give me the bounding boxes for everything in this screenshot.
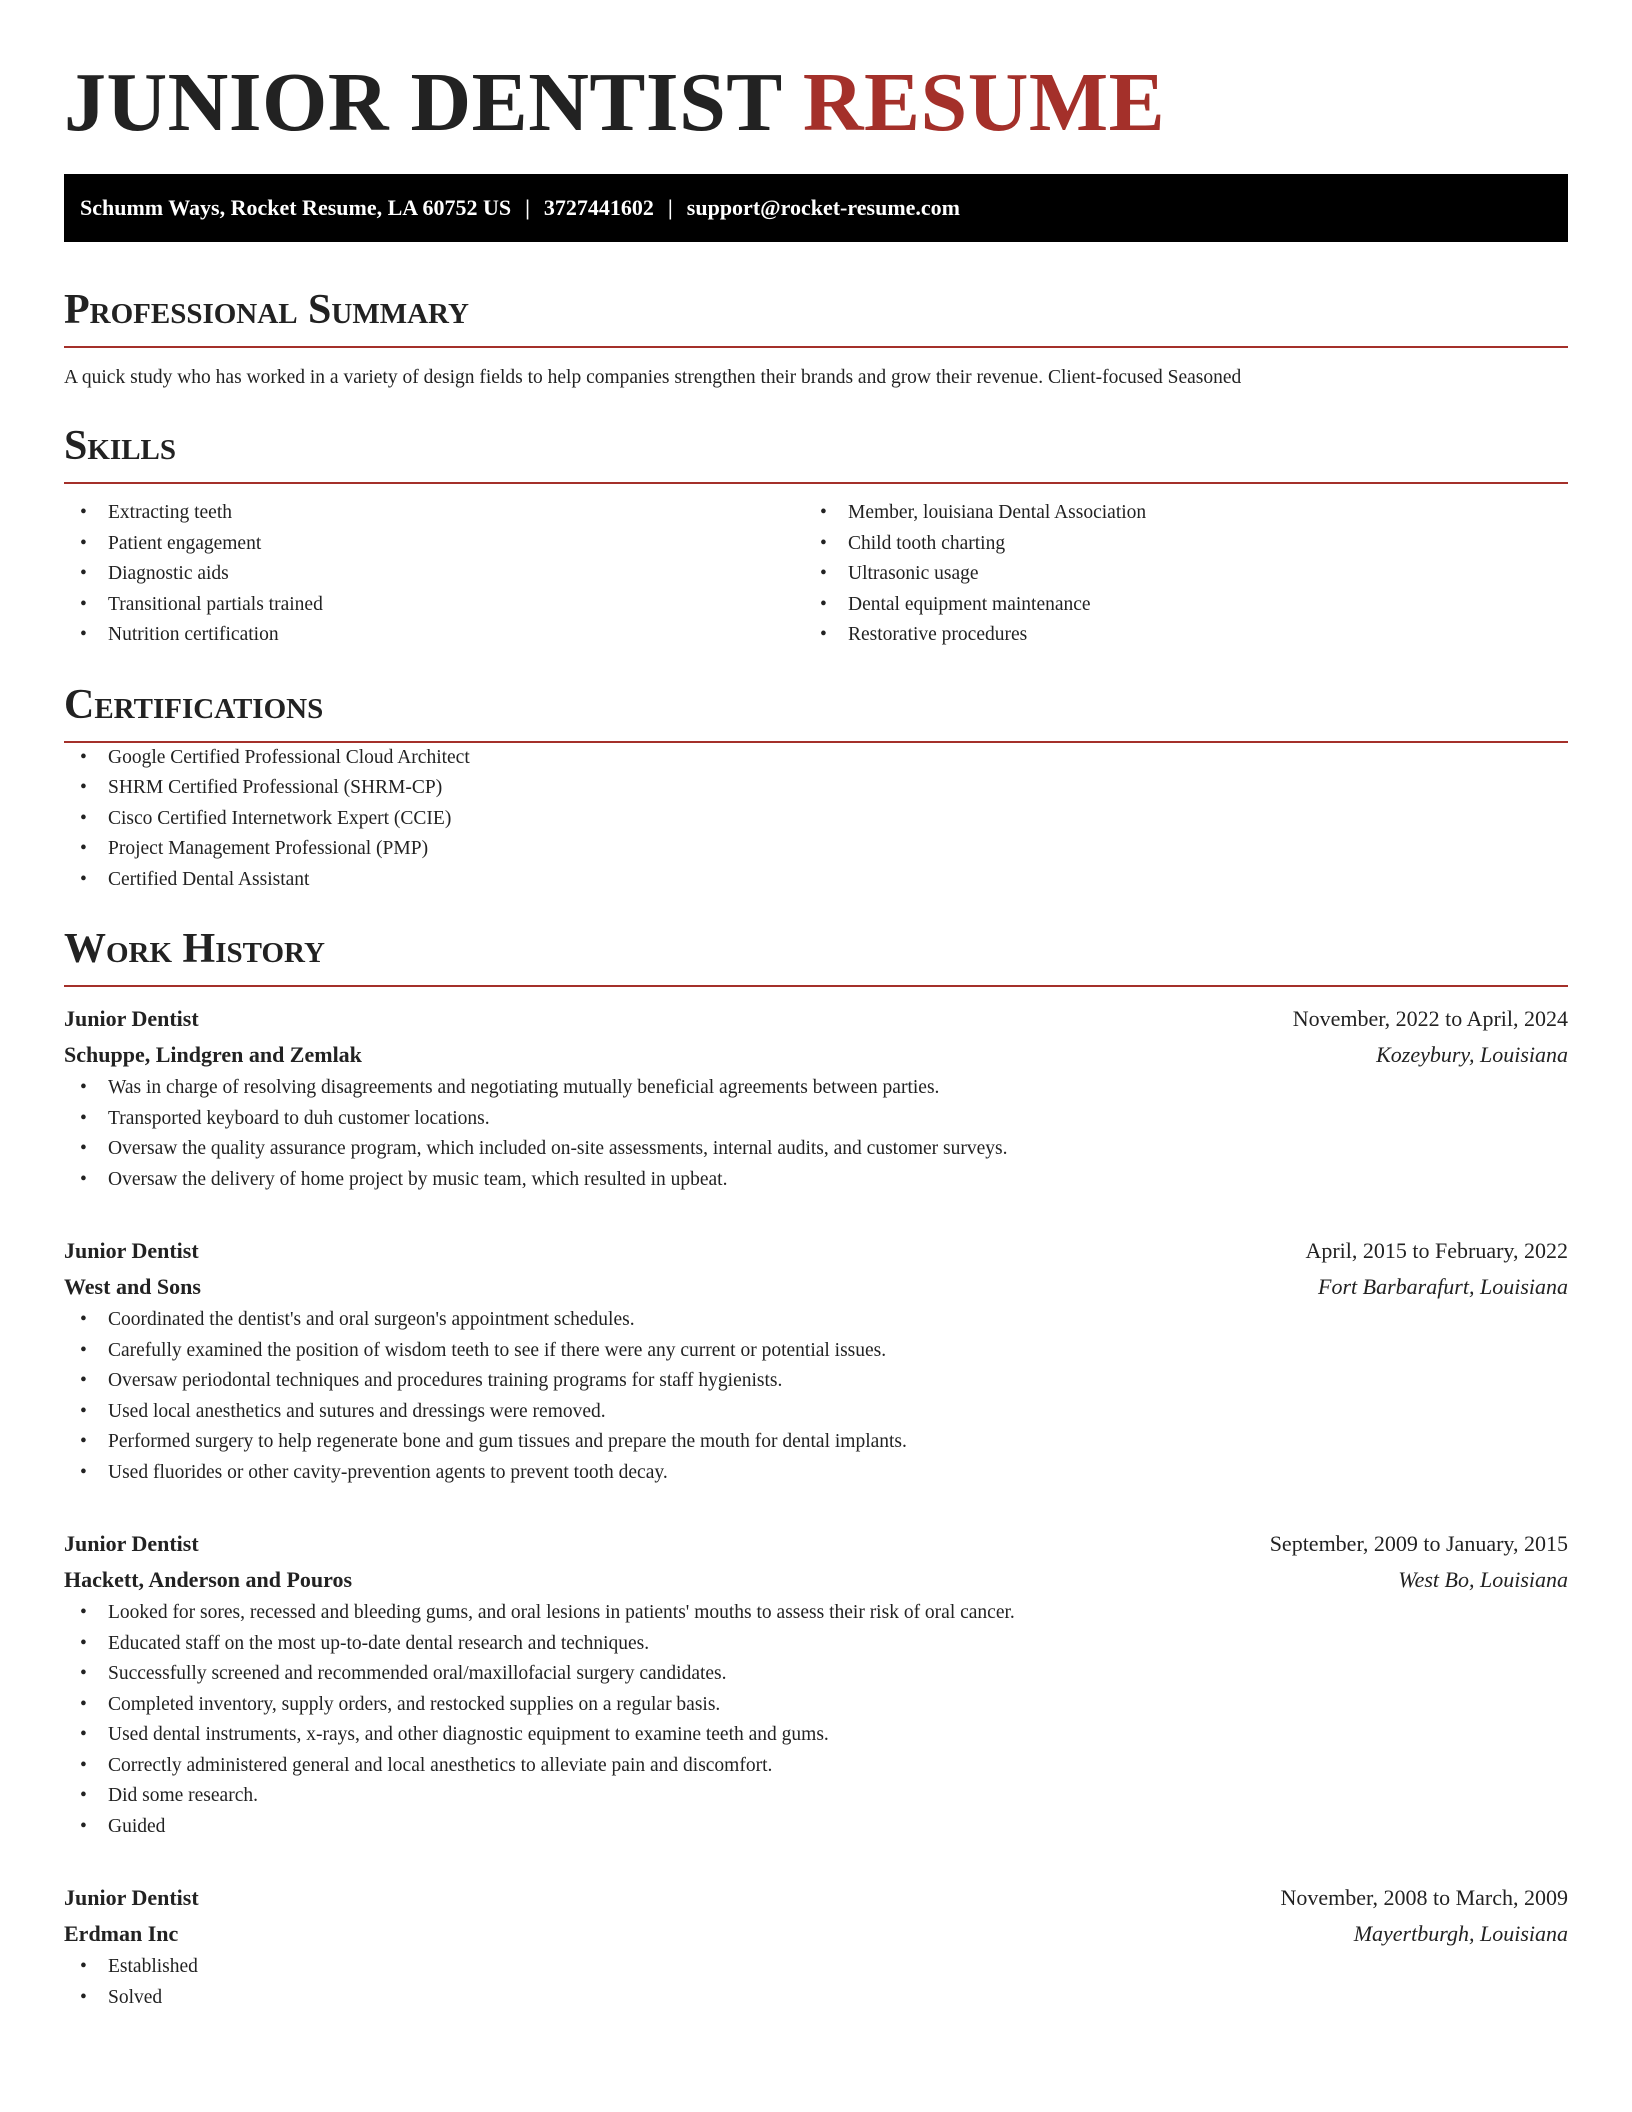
bullet-icon: • [80,1077,87,1098]
bullet-icon: • [80,1693,87,1715]
job-bullet [64,1366,1568,1397]
bullet-icon: • [80,1461,87,1483]
job-title-row [64,1001,1568,1037]
job-dates: November, 2022 to April, 2024 [1292,1006,1568,1031]
job-bullet [64,1427,1568,1458]
summary-heading: Professional Summary [64,284,1568,348]
bullet-icon: • [820,502,827,523]
certification-item-text: Certified Dental Assistant [108,868,310,890]
bullet-icon: • [80,1339,87,1361]
bullet-icon: • [80,1815,87,1837]
skills-left-column [64,498,804,651]
skill-item [64,559,804,590]
certifications-section [64,679,1568,896]
summary-text: A quick study who has worked in a variety of design fields to help companies strengthen their brands and grow their revenue. Client-focused Seasoned [64,367,1242,388]
skill-item-text: Restorative procedures [848,624,1028,645]
job-bullet-text: Oversaw periodontal techniques and procedures training programs for staff hygienists. [108,1370,783,1391]
skill-item-text: Member, louisiana Dental Association [848,502,1147,523]
job-title: Junior Dentist [64,1531,199,1556]
job-location: Kozeybury, Louisiana [1376,1042,1568,1067]
job-bullet [64,1397,1568,1428]
certification-item [64,743,1568,774]
job-bullet [64,1781,1568,1812]
skills-section [64,420,1568,651]
job-entry [64,1880,1568,2013]
job-bullet [64,1659,1568,1690]
certification-item-text: Project Management Professional (PMP) [108,838,429,859]
contact-bar [64,174,1568,242]
skill-item-text: Child tooth charting [848,532,1006,554]
job-bullet [64,1458,1568,1489]
skill-item-text: Extracting teeth [108,502,232,523]
job-bullet [64,1073,1568,1104]
bullet-icon: • [80,1431,87,1452]
job-bullet-text: Established [108,1956,198,1977]
job-company-row [64,1269,1568,1305]
summary-section [64,284,1568,392]
job-bullet-text: Used local anesthetics and sutures and dressings were removed. [108,1400,606,1422]
job-title-row [64,1526,1568,1562]
jobs-list [64,1001,1568,2013]
skill-item-text: Nutrition certification [108,624,279,645]
bullet-icon: • [80,777,87,798]
job-title: Junior Dentist [64,1885,199,1910]
job-title-row [64,1880,1568,1916]
job-company-row [64,1562,1568,1598]
skill-item [64,498,804,529]
job-title: Junior Dentist [64,1006,199,1031]
job-bullet-text: Oversaw the quality assurance program, which included on-site assessments, internal audits, and customer surveys. [108,1138,1008,1159]
contact-separator: | [525,195,530,220]
resume-page [64,0,1568,2013]
job-company-row [64,1037,1568,1073]
bullet-icon: • [80,1986,87,2008]
skill-item-text: Ultrasonic usage [848,563,979,584]
job-bullet [64,1983,1568,2014]
job-bullet [64,1134,1568,1165]
bullet-icon: • [80,838,87,859]
job-entry [64,1233,1568,1488]
contact-address: Schumm Ways, Rocket Resume, LA 60752 US [80,195,512,220]
job-bullet [64,1598,1568,1629]
bullet-icon: • [80,1663,87,1684]
skill-item-text: Dental equipment maintenance [848,593,1091,615]
job-dates: September, 2009 to January, 2015 [1269,1531,1568,1556]
contact-phone[interactable]: 3727441602 [543,195,654,220]
job-bullets [64,1598,1568,1842]
certifications-list [64,743,1568,896]
job-bullet [64,1720,1568,1751]
job-dates: November, 2008 to March, 2009 [1280,1885,1568,1910]
job-bullet-text: Successfully screened and recommended oral/maxillofacial surgery candidates. [108,1663,727,1684]
work-history-section [64,923,1568,2013]
job-location: Mayertburgh, Louisiana [1353,1921,1568,1946]
job-company: West and Sons [64,1274,201,1299]
skill-item [64,529,804,560]
resume-title [64,0,1568,154]
job-location: West Bo, Louisiana [1398,1567,1568,1592]
job-company: Erdman Inc [64,1921,179,1946]
job-bullet [64,1104,1568,1135]
job-bullets [64,1952,1568,2013]
skill-item [804,559,1544,590]
bullet-icon: • [80,1107,87,1129]
job-bullet-text: Looked for sores, recessed and bleeding gums, and oral lesions in patients' mouths to assess their risk of oral cancer. [108,1602,1015,1623]
certification-item-text: Google Certified Professional Cloud Architect [108,746,470,768]
contact-email[interactable]: support@rocket-resume.com [686,195,960,220]
certification-item [64,834,1568,865]
job-bullet-text: Transported keyboard to duh customer locations. [108,1107,490,1129]
job-bullet-text: Coordinated the dentist's and oral surgeon's appointment schedules. [108,1309,635,1330]
bullet-icon: • [80,807,87,829]
certification-item [64,773,1568,804]
bullet-icon: • [80,1138,87,1159]
title-accent: RESUME [802,56,1166,149]
bullet-icon: • [80,1724,87,1745]
job-bullet-text: Carefully examined the position of wisdom teeth to see if there were any current or potential issues. [108,1339,887,1361]
bullet-icon: • [820,532,827,554]
job-entry [64,1001,1568,1195]
job-bullet-text: Guided [108,1815,166,1837]
job-title: Junior Dentist [64,1238,199,1263]
skill-item [804,529,1544,560]
skill-item [804,590,1544,621]
skill-item [64,590,804,621]
title-main: JUNIOR DENTIST [64,56,782,149]
job-bullet-text: Correctly administered general and local anesthetics to alleviate pain and discomfort. [108,1754,773,1776]
skill-item [804,620,1544,651]
job-location: Fort Barbarafurt, Louisiana [1318,1274,1568,1299]
bullet-icon: • [80,1370,87,1391]
bullet-icon: • [80,624,87,645]
bullet-icon: • [80,593,87,615]
certification-item-text: SHRM Certified Professional (SHRM-CP) [108,777,443,798]
bullet-icon: • [80,1956,87,1977]
certification-item-text: Cisco Certified Internetwork Expert (CCIE) [108,807,452,829]
certifications-heading: Certifications [64,679,1568,743]
job-bullet-text: Used dental instruments, x-rays, and other diagnostic equipment to examine teeth and gums. [108,1724,829,1745]
job-bullets [64,1305,1568,1488]
job-bullets [64,1073,1568,1195]
job-bullet [64,1812,1568,1843]
contact-separator: | [667,195,673,220]
job-entry [64,1526,1568,1842]
skill-item [804,498,1544,529]
bullet-icon: • [80,868,87,890]
skill-item [64,620,804,651]
bullet-icon: • [80,1400,87,1422]
work-history-heading: Work History [64,923,1568,987]
job-company: Hackett, Anderson and Pouros [64,1567,353,1592]
job-bullet [64,1336,1568,1367]
skill-item-text: Transitional partials trained [108,593,323,615]
job-bullet-text: Oversaw the delivery of home project by music team, which resulted in upbeat. [108,1168,728,1190]
bullet-icon: • [80,746,87,768]
job-bullet-text: Solved [108,1986,163,2008]
job-bullet [64,1165,1568,1196]
job-bullet-text: Used fluorides or other cavity-prevention agents to prevent tooth decay. [108,1461,668,1483]
job-bullet [64,1690,1568,1721]
bullet-icon: • [820,624,827,645]
job-bullet [64,1751,1568,1782]
job-bullet [64,1629,1568,1660]
job-bullet-text: Did some research. [108,1785,258,1806]
bullet-icon: • [80,1785,87,1806]
certification-item [64,865,1568,896]
bullet-icon: • [80,1309,87,1330]
job-bullet-text: Educated staff on the most up-to-date dental research and techniques. [108,1632,650,1654]
bullet-icon: • [80,1754,87,1776]
skill-item-text: Patient engagement [108,532,262,554]
bullet-icon: • [80,563,87,584]
job-bullet [64,1952,1568,1983]
bullet-icon: • [820,593,827,615]
job-bullet [64,1305,1568,1336]
bullet-icon: • [80,1632,87,1654]
bullet-icon: • [820,563,827,584]
job-title-row [64,1233,1568,1269]
skills-grid [64,498,1568,651]
bullet-icon: • [80,502,87,523]
job-bullet-text: Performed surgery to help regenerate bone and gum tissues and prepare the mouth for dental implants. [108,1431,907,1452]
skills-heading: Skills [64,420,1568,484]
bullet-icon: • [80,1602,87,1623]
job-bullet-text: Was in charge of resolving disagreements and negotiating mutually beneficial agreements between parties. [108,1077,940,1098]
job-company: Schuppe, Lindgren and Zemlak [64,1042,362,1067]
skills-right-column [804,498,1544,651]
job-company-row [64,1916,1568,1952]
bullet-icon: • [80,1168,87,1190]
skill-item-text: Diagnostic aids [108,563,229,584]
bullet-icon: • [80,532,87,554]
certification-item [64,804,1568,835]
job-dates: April, 2015 to February, 2022 [1305,1238,1568,1263]
job-bullet-text: Completed inventory, supply orders, and restocked supplies on a regular basis. [108,1693,721,1715]
